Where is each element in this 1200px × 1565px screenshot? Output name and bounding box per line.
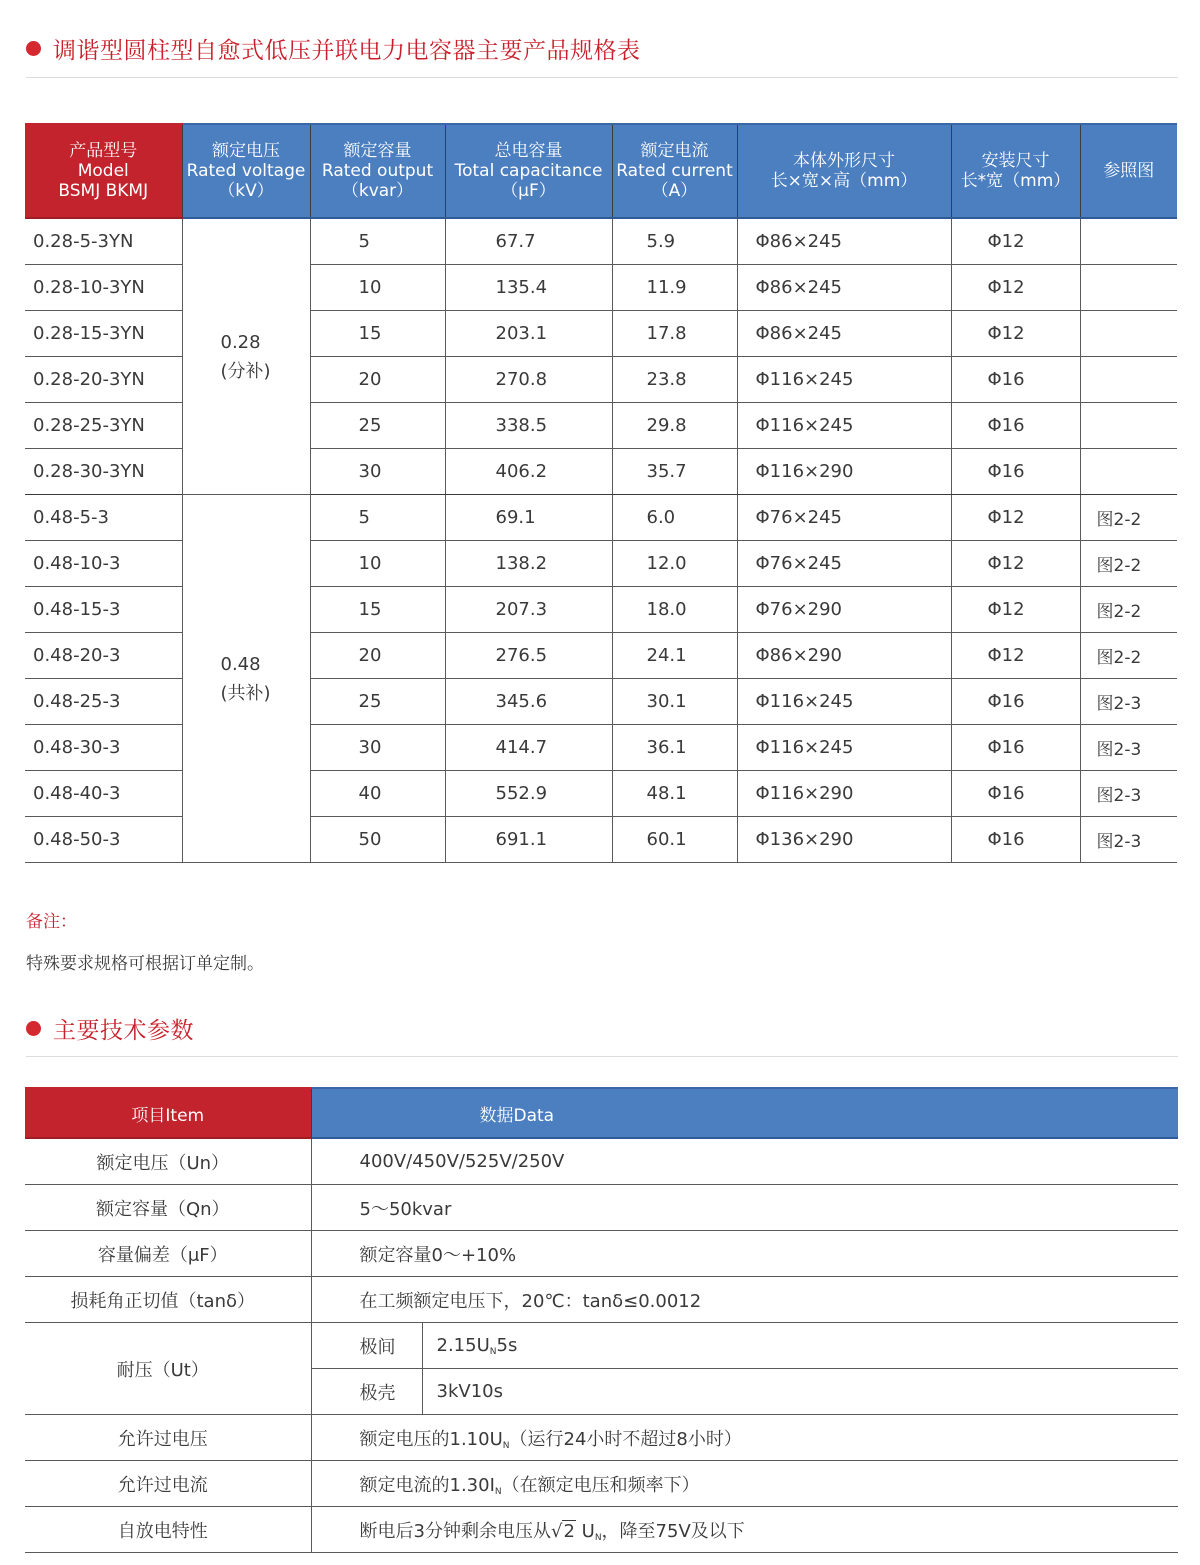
header-rated-output: 额定容量 Rated output （kvar）: [310, 124, 445, 218]
install-cell: Φ12: [951, 541, 1080, 587]
output-cell: 5: [310, 218, 445, 265]
output-cell: 5: [310, 495, 445, 541]
dimensions-cell: Φ136×290: [737, 817, 951, 863]
install-cell: Φ12: [951, 495, 1080, 541]
capacitance-cell: 276.5: [445, 633, 612, 679]
output-cell: 15: [310, 587, 445, 633]
install-cell: Φ16: [951, 449, 1080, 495]
figure-cell: 图2-3: [1080, 725, 1177, 771]
capacitance-cell: 691.1: [445, 817, 612, 863]
note-label: 备注：: [26, 912, 77, 932]
dimensions-cell: Φ76×245: [737, 495, 951, 541]
param-item: 额定电压（Un）: [25, 1138, 311, 1185]
bullet-dot-icon: [26, 1021, 41, 1036]
section-title-params: [26, 1012, 194, 1045]
param-item: 额定容量（Qn）: [25, 1185, 311, 1231]
install-cell: Φ12: [951, 218, 1080, 265]
figure-cell: 图2-2: [1080, 541, 1177, 587]
pole-label: 极间: [311, 1323, 422, 1369]
divider: [26, 1056, 1178, 1057]
capacitance-cell: 345.6: [445, 679, 612, 725]
install-cell: Φ16: [951, 357, 1080, 403]
figure-cell: [1080, 357, 1177, 403]
param-value: 400V/450V/525V/250V: [311, 1138, 1178, 1185]
capacitance-cell: 69.1: [445, 495, 612, 541]
model-cell: 0.28-25-3YN: [25, 403, 182, 449]
output-cell: 10: [310, 541, 445, 587]
dimensions-cell: Φ86×290: [737, 633, 951, 679]
voltage-value: 0.48: [220, 653, 261, 675]
model-cell: 0.48-40-3: [25, 771, 182, 817]
params-header-row: [25, 1088, 1178, 1138]
dimensions-cell: Φ76×290: [737, 587, 951, 633]
param-item: 自放电特性: [25, 1507, 311, 1553]
table-row: [25, 1138, 1178, 1185]
param-item: 耐压（Ut）: [25, 1323, 311, 1415]
params-title-text: 主要技术参数: [53, 1018, 194, 1044]
voltage-note: (分补): [220, 360, 271, 382]
install-cell: Φ16: [951, 679, 1080, 725]
install-cell: Φ16: [951, 403, 1080, 449]
voltage-value: 0.28: [220, 331, 261, 353]
header-install-size: 安装尺寸 长*宽（mm）: [951, 124, 1080, 218]
table-row: [25, 1277, 1178, 1323]
output-cell: 30: [310, 449, 445, 495]
figure-cell: [1080, 403, 1177, 449]
current-cell: 29.8: [612, 403, 737, 449]
table-row: [25, 218, 1177, 265]
figure-cell: 图2-3: [1080, 771, 1177, 817]
table-row: [25, 1415, 1178, 1461]
model-cell: 0.28-30-3YN: [25, 449, 182, 495]
dimensions-cell: Φ116×245: [737, 725, 951, 771]
capacitance-cell: 406.2: [445, 449, 612, 495]
output-cell: 10: [310, 265, 445, 311]
output-cell: 25: [310, 679, 445, 725]
model-cell: 0.48-5-3: [25, 495, 182, 541]
case-value: 3kV10s: [422, 1369, 1178, 1415]
current-cell: 17.8: [612, 311, 737, 357]
param-item: 容量偏差（μF）: [25, 1231, 311, 1277]
capacitance-cell: 207.3: [445, 587, 612, 633]
voltage-group-cell: [182, 495, 310, 863]
spec-title-text: 调谐型圆柱型自愈式低压并联电力电容器主要产品规格表: [53, 38, 641, 64]
install-cell: Φ12: [951, 311, 1080, 357]
params-table: [25, 1087, 1178, 1553]
voltage-group-cell: [182, 218, 310, 495]
param-value: 额定电流的$1.30I_N$（在额定电压和频率下）: [311, 1461, 1178, 1507]
current-cell: 6.0: [612, 495, 737, 541]
table-row: [25, 495, 1177, 541]
param-value: 断电后3分钟剩余电压从√2 $U_N$，降至75V及以下: [311, 1507, 1178, 1553]
header-rated-voltage: 额定电压 Rated voltage （kV）: [182, 124, 310, 218]
header-item: 项目Item: [25, 1088, 311, 1138]
current-cell: 60.1: [612, 817, 737, 863]
current-cell: 48.1: [612, 771, 737, 817]
dimensions-cell: Φ116×290: [737, 449, 951, 495]
case-label: 极壳: [311, 1369, 422, 1415]
current-cell: 30.1: [612, 679, 737, 725]
header-data: 数据Data: [311, 1088, 1178, 1138]
sqrt-icon: √2: [550, 1520, 575, 1542]
install-cell: Φ16: [951, 771, 1080, 817]
install-cell: Φ12: [951, 587, 1080, 633]
dimensions-cell: Φ76×245: [737, 541, 951, 587]
install-cell: Φ12: [951, 633, 1080, 679]
figure-cell: 图2-3: [1080, 679, 1177, 725]
capacitance-cell: 270.8: [445, 357, 612, 403]
model-cell: 0.48-50-3: [25, 817, 182, 863]
current-cell: 5.9: [612, 218, 737, 265]
figure-cell: [1080, 311, 1177, 357]
dimensions-cell: Φ86×245: [737, 218, 951, 265]
model-cell: 0.48-10-3: [25, 541, 182, 587]
current-cell: 24.1: [612, 633, 737, 679]
figure-cell: [1080, 218, 1177, 265]
dimensions-cell: Φ86×245: [737, 311, 951, 357]
table-row: [25, 1507, 1178, 1553]
model-cell: 0.48-30-3: [25, 725, 182, 771]
dimensions-cell: Φ116×245: [737, 357, 951, 403]
model-cell: 0.48-25-3: [25, 679, 182, 725]
current-cell: 18.0: [612, 587, 737, 633]
output-cell: 15: [310, 311, 445, 357]
header-reference-figure: 参照图: [1080, 124, 1177, 218]
current-cell: 36.1: [612, 725, 737, 771]
figure-cell: 图2-3: [1080, 817, 1177, 863]
header-model: 产品型号 Model BSMJ BKMJ: [25, 124, 182, 218]
current-cell: 35.7: [612, 449, 737, 495]
header-total-capacitance: 总电容量 Total capacitance （μF）: [445, 124, 612, 218]
param-value: 5～50kvar: [311, 1185, 1178, 1231]
output-cell: 50: [310, 817, 445, 863]
note-text: 特殊要求规格可根据订单定制。: [26, 954, 264, 974]
capacitance-cell: 67.7: [445, 218, 612, 265]
install-cell: Φ16: [951, 817, 1080, 863]
current-cell: 11.9: [612, 265, 737, 311]
table-row: [25, 1185, 1178, 1231]
output-cell: 40: [310, 771, 445, 817]
figure-cell: [1080, 449, 1177, 495]
model-cell: 0.48-15-3: [25, 587, 182, 633]
spec-table: [25, 123, 1177, 863]
header-body-dimensions: 本体外形尺寸 长×宽×高（mm）: [737, 124, 951, 218]
capacitance-cell: 338.5: [445, 403, 612, 449]
current-cell: 12.0: [612, 541, 737, 587]
figure-cell: [1080, 265, 1177, 311]
figure-cell: 图2-2: [1080, 495, 1177, 541]
bullet-dot-icon: [26, 41, 41, 56]
param-value: 额定电压的$1.10U_N$（运行24小时不超过8小时）: [311, 1415, 1178, 1461]
model-cell: 0.28-10-3YN: [25, 265, 182, 311]
output-cell: 30: [310, 725, 445, 771]
model-cell: 0.28-5-3YN: [25, 218, 182, 265]
output-cell: 20: [310, 357, 445, 403]
header-rated-current: 额定电流 Rated current （A）: [612, 124, 737, 218]
param-item: 损耗角正切值（tanδ）: [25, 1277, 311, 1323]
section-title-spec: [26, 32, 641, 65]
dimensions-cell: Φ116×245: [737, 403, 951, 449]
model-cell: 0.28-20-3YN: [25, 357, 182, 403]
dimensions-cell: Φ86×245: [737, 265, 951, 311]
param-value: 在工频额定电压下，20℃：tanδ≤0.0012: [311, 1277, 1178, 1323]
param-item: 允许过电流: [25, 1461, 311, 1507]
table-row: [25, 1231, 1178, 1277]
dimensions-cell: Φ116×290: [737, 771, 951, 817]
table-row: [25, 1323, 1178, 1369]
param-item: 允许过电压: [25, 1415, 311, 1461]
current-cell: 23.8: [612, 357, 737, 403]
param-value: 额定容量0～+10%: [311, 1231, 1178, 1277]
divider: [26, 77, 1178, 78]
dimensions-cell: Φ116×245: [737, 679, 951, 725]
model-cell: 0.48-20-3: [25, 633, 182, 679]
capacitance-cell: 203.1: [445, 311, 612, 357]
capacitance-cell: 552.9: [445, 771, 612, 817]
table-row: [25, 1461, 1178, 1507]
output-cell: 25: [310, 403, 445, 449]
install-cell: Φ12: [951, 265, 1080, 311]
voltage-note: (共补): [220, 682, 271, 704]
figure-cell: 图2-2: [1080, 633, 1177, 679]
install-cell: Φ16: [951, 725, 1080, 771]
capacitance-cell: 138.2: [445, 541, 612, 587]
figure-cell: 图2-2: [1080, 587, 1177, 633]
pole-value: $2.15U_N5s$: [422, 1323, 1178, 1369]
model-cell: 0.28-15-3YN: [25, 311, 182, 357]
capacitance-cell: 135.4: [445, 265, 612, 311]
spec-header-row: [25, 124, 1177, 218]
capacitance-cell: 414.7: [445, 725, 612, 771]
output-cell: 20: [310, 633, 445, 679]
